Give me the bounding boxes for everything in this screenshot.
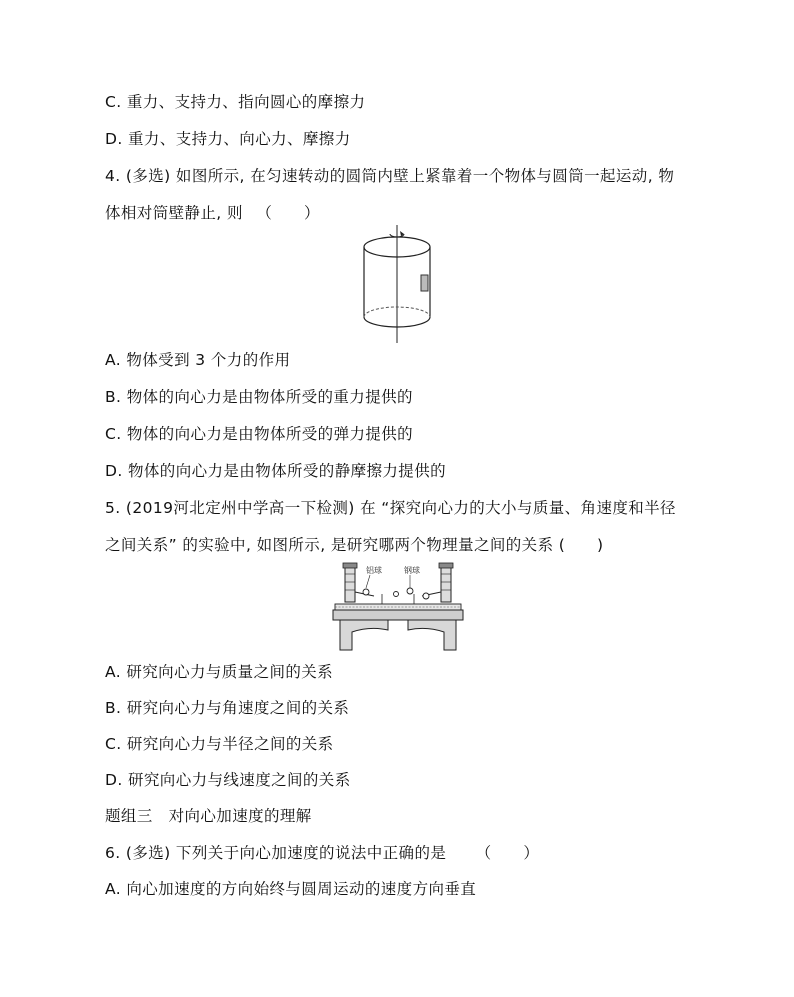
q3-option-d: D. 重力、支持力、向心力、摩擦力 [105,130,351,148]
q4-option-b: B. 物体的向心力是由物体所受的重力提供的 [105,388,413,406]
label-aluminum-ball: 铝球 [366,566,382,575]
q5-stem-line1: 5. (2019河北定州中学高一下检测) 在 “探究向心力的大小与质量、角速度和半径 [105,499,676,517]
label-steel-ball: 钢球 [404,566,420,575]
q4-option-d: D. 物体的向心力是由物体所受的静摩擦力提供的 [105,462,446,480]
q5-stem-line2: 之间关系” 的实验中, 如图所示, 是研究哪两个物理量之间的关系 ( ) [105,536,604,554]
steel-ball [407,588,413,594]
rotating-cylinder-figure [355,225,445,343]
q6-option-a: A. 向心加速度的方向始终与圆周运动的速度方向垂直 [105,880,477,898]
q4-option-a: A. 物体受到 3 个力的作用 [105,351,291,369]
q5-option-c: C. 研究向心力与半径之间的关系 [105,735,334,753]
section-title: 题组三 对向心加速度的理解 [105,807,312,825]
q3-option-c: C. 重力、支持力、指向圆心的摩擦力 [105,93,366,111]
q4-option-c: C. 物体的向心力是由物体所受的弹力提供的 [105,425,414,443]
aluminum-ball [363,589,369,595]
q5-option-b: B. 研究向心力与角速度之间的关系 [105,699,350,717]
q6-stem: 6. (多选) 下列关于向心加速度的说法中正确的是 （ ） [105,844,540,862]
q4-stem-line1: 4. (多选) 如图所示, 在匀速转动的圆筒内壁上紧靠着一个物体与圆筒一起运动, 物 [105,167,675,185]
block-object [421,275,428,291]
q5-option-a: A. 研究向心力与质量之间的关系 [105,663,334,681]
q5-option-d: D. 研究向心力与线速度之间的关系 [105,771,351,789]
centripetal-force-apparatus-figure [330,560,466,652]
q4-stem-line2: 体相对筒壁静止, 则 （ ） [105,204,320,222]
